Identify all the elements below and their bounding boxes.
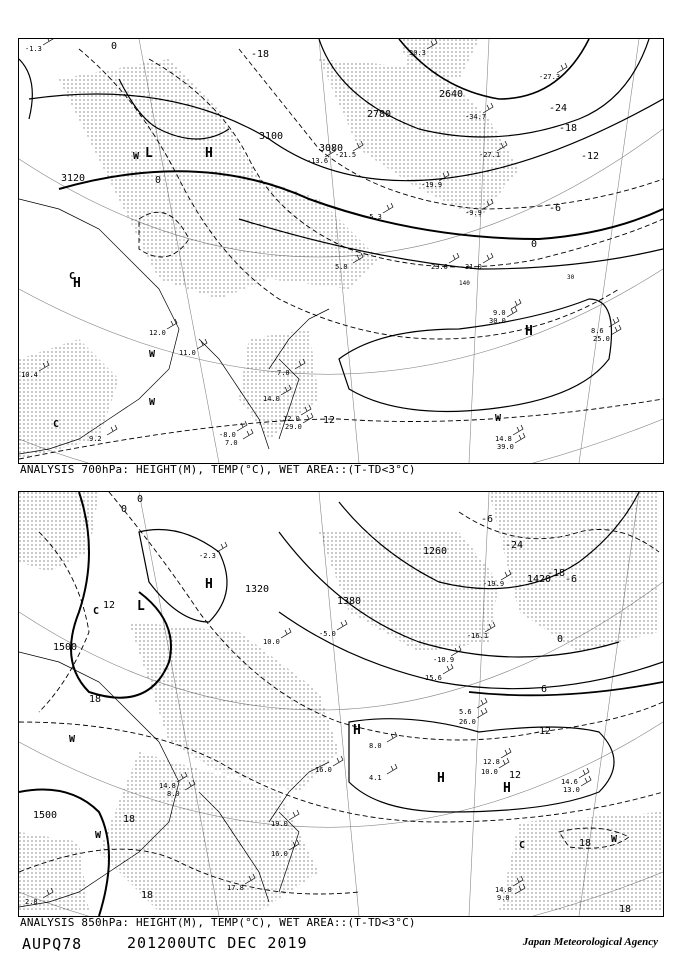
wind-barb xyxy=(167,319,177,329)
wind-barb xyxy=(337,620,347,630)
isotherm-label: 12 xyxy=(539,726,552,737)
wind-barb xyxy=(237,421,247,431)
isotherm-label: -24 xyxy=(505,540,524,551)
station-value: 9.0 xyxy=(497,894,510,902)
height-contour-label: 2640 xyxy=(439,89,464,100)
graticule-label: 140 xyxy=(459,280,470,287)
station-value: 12.8 xyxy=(483,758,500,766)
wind-barb xyxy=(611,325,621,335)
graticule-label: 30 xyxy=(567,274,575,281)
wind-barb xyxy=(387,732,397,742)
isotherm-label: 0 xyxy=(155,175,162,186)
map-panel-850hpa xyxy=(18,491,664,917)
pressure-center-h: H xyxy=(73,276,81,291)
station-value: 39.0 xyxy=(497,443,514,451)
pressure-center-w: W xyxy=(95,830,102,841)
pressure-center-w: W xyxy=(149,349,156,360)
isotherm-label: 18 xyxy=(141,890,154,901)
pressure-center-c: C xyxy=(519,840,526,851)
isotherm-label: 0 xyxy=(121,504,128,515)
station-value: -9.9 xyxy=(465,209,482,217)
wind-barb xyxy=(281,628,291,638)
station-value: 16.0 xyxy=(271,850,288,858)
station-value: 10.0 xyxy=(481,768,498,776)
pressure-center-w: W xyxy=(149,397,156,408)
wind-barb xyxy=(477,698,487,708)
station-value: -27.1 xyxy=(479,151,501,159)
isotherm-label: -6 xyxy=(481,514,494,525)
pressure-center-h: H xyxy=(205,146,213,161)
station-value: 17.8 xyxy=(227,884,244,892)
station-value: -21.5 xyxy=(335,151,357,159)
map-panel-700hpa xyxy=(18,38,664,464)
isotherm-label: -12 xyxy=(581,151,600,162)
isotherm-label: 0 xyxy=(111,41,118,52)
isotherm-label: 6 xyxy=(541,684,548,695)
wind-barb xyxy=(449,253,459,263)
station-value: 31.0 xyxy=(465,263,482,271)
station-value: 12.0 xyxy=(283,415,300,423)
station-value: 13.0 xyxy=(563,786,580,794)
isotherm-label: -24 xyxy=(549,103,568,114)
pressure-center-w: W xyxy=(611,834,618,845)
station-value: 29.0 xyxy=(285,423,302,431)
isotherm-label: -6 xyxy=(565,574,578,585)
station-value: 7.0 xyxy=(225,439,238,447)
wind-barb xyxy=(197,339,207,349)
height-contour-label: 1500 xyxy=(53,642,78,653)
wind-barb xyxy=(513,425,523,435)
wind-barb xyxy=(499,758,509,768)
isotherm-label: 12 xyxy=(509,770,522,781)
wind-barb xyxy=(383,203,393,213)
station-value: -13.6 xyxy=(307,157,329,165)
height-contour-label: 1320 xyxy=(245,584,270,595)
station-value: -2.3 xyxy=(199,552,216,560)
pressure-center-c: C xyxy=(93,606,100,617)
station-value: 2.8 xyxy=(25,898,38,906)
station-value: -8.0 xyxy=(219,431,236,439)
station-value: 4.1 xyxy=(369,774,382,782)
bulletin-code: AUPQ78 xyxy=(22,935,83,953)
station-value: 12.0 xyxy=(149,329,166,337)
isotherm-label: 18 xyxy=(619,904,632,915)
station-value: -5.3 xyxy=(365,213,382,221)
isotherm-label: 12 xyxy=(103,600,116,611)
height-contour-label: 3120 xyxy=(61,173,86,184)
station-value: -10.9 xyxy=(433,656,455,664)
station-value: -19.9 xyxy=(483,580,505,588)
station-value: 8.6 xyxy=(591,327,604,335)
wind-barb xyxy=(387,764,397,774)
station-value: 30.0 xyxy=(489,317,506,325)
map-canvas-850hpa xyxy=(19,492,663,916)
caption-850hpa: ANALYSIS 850hPa: HEIGHT(M), TEMP(°C), WET AREA::(T-TD<3°C) xyxy=(20,916,416,929)
station-value: 26.0 xyxy=(459,718,476,726)
isotherm-label: 12 xyxy=(323,415,336,426)
wind-barb xyxy=(217,542,227,552)
isotherm-label: -18 xyxy=(547,568,566,579)
pressure-center-h: H xyxy=(503,781,511,796)
station-value: -5.0 xyxy=(319,630,336,638)
station-value: 10.4 xyxy=(21,371,38,379)
pressure-center-w: W xyxy=(69,734,76,745)
pressure-center-l: L xyxy=(137,599,145,614)
station-value: -16.1 xyxy=(467,632,489,640)
height-contour-label: 1420 xyxy=(527,574,552,585)
station-value: 23.0 xyxy=(431,263,448,271)
station-value: 25.0 xyxy=(593,335,610,343)
isotherm-label: 0 xyxy=(137,494,144,505)
height-contour-label: 3080 xyxy=(319,143,344,154)
wind-barb xyxy=(107,425,117,435)
caption-700hpa: ANALYSIS 700hPa: HEIGHT(M), TEMP(°C), WET AREA::(T-TD<3°C) xyxy=(20,463,416,476)
station-value: 5.6 xyxy=(459,708,472,716)
pressure-center-l: L xyxy=(145,146,153,161)
wind-barb xyxy=(243,429,253,439)
station-value: -34.7 xyxy=(465,113,487,121)
station-value: 30.3 xyxy=(409,49,426,57)
pressure-center-h: H xyxy=(353,723,361,738)
isotherm-label: 18 xyxy=(123,814,136,825)
pressure-center-h: H xyxy=(525,324,533,339)
wind-barb xyxy=(443,664,453,674)
station-value: 15.6 xyxy=(425,674,442,682)
station-value: 9.0 xyxy=(493,309,506,317)
wind-barb xyxy=(501,570,511,580)
pressure-center-c: C xyxy=(69,271,76,282)
isotherm-label: 18 xyxy=(89,694,102,705)
station-value: -1.3 xyxy=(25,45,42,53)
pressure-center-c: C xyxy=(53,419,60,430)
isotherm-label: -18 xyxy=(559,123,578,134)
station-value: 11.0 xyxy=(179,349,196,357)
isotherm-label: -6 xyxy=(549,203,562,214)
station-value: 14.6 xyxy=(561,778,578,786)
wind-barb xyxy=(333,756,343,766)
wind-barb xyxy=(581,776,591,786)
pressure-center-h: H xyxy=(205,577,213,592)
station-value: 8.0 xyxy=(369,742,382,750)
station-value: 14.8 xyxy=(159,782,176,790)
map-canvas-700hpa xyxy=(19,39,663,463)
height-contour-label: 1260 xyxy=(423,546,448,557)
height-contour-label: 1380 xyxy=(337,596,362,607)
station-value: 16.0 xyxy=(315,766,332,774)
pressure-center-h: H xyxy=(437,771,445,786)
isotherm-label: 18 xyxy=(579,838,592,849)
wind-barb xyxy=(515,433,525,443)
height-contour-label: 1500 xyxy=(33,810,58,821)
height-contour-label: 3100 xyxy=(259,131,284,142)
isotherm-label: -18 xyxy=(251,49,270,60)
station-value: 5.0 xyxy=(335,263,348,271)
valid-time: 201200UTC DEC 2019 xyxy=(127,934,308,952)
station-value: 10.0 xyxy=(263,638,280,646)
station-value: 7.0 xyxy=(277,369,290,377)
station-value: -27.3 xyxy=(539,73,561,81)
station-value: 14.0 xyxy=(263,395,280,403)
station-value: 19.0 xyxy=(271,820,288,828)
agency-name: Japan Meteorological Agency xyxy=(522,936,658,948)
pressure-center-w: W xyxy=(495,413,502,424)
wind-barb xyxy=(501,748,511,758)
isotherm-label: 0 xyxy=(531,239,538,250)
wind-barb xyxy=(483,103,493,113)
wind-barb xyxy=(511,299,521,309)
wind-barb xyxy=(303,413,313,423)
station-value: 14.8 xyxy=(495,435,512,443)
pressure-center-w: W xyxy=(133,151,140,162)
footer xyxy=(22,934,658,954)
station-value: 14.8 xyxy=(495,886,512,894)
wind-barb xyxy=(43,39,53,45)
station-value: 9.2 xyxy=(89,435,102,443)
wind-barb xyxy=(483,253,493,263)
isotherm-label: 0 xyxy=(557,634,564,645)
station-value: 8.0 xyxy=(167,790,180,798)
height-contour-label: 2780 xyxy=(367,109,392,120)
station-value: -19.9 xyxy=(421,181,443,189)
wind-barb xyxy=(579,768,589,778)
